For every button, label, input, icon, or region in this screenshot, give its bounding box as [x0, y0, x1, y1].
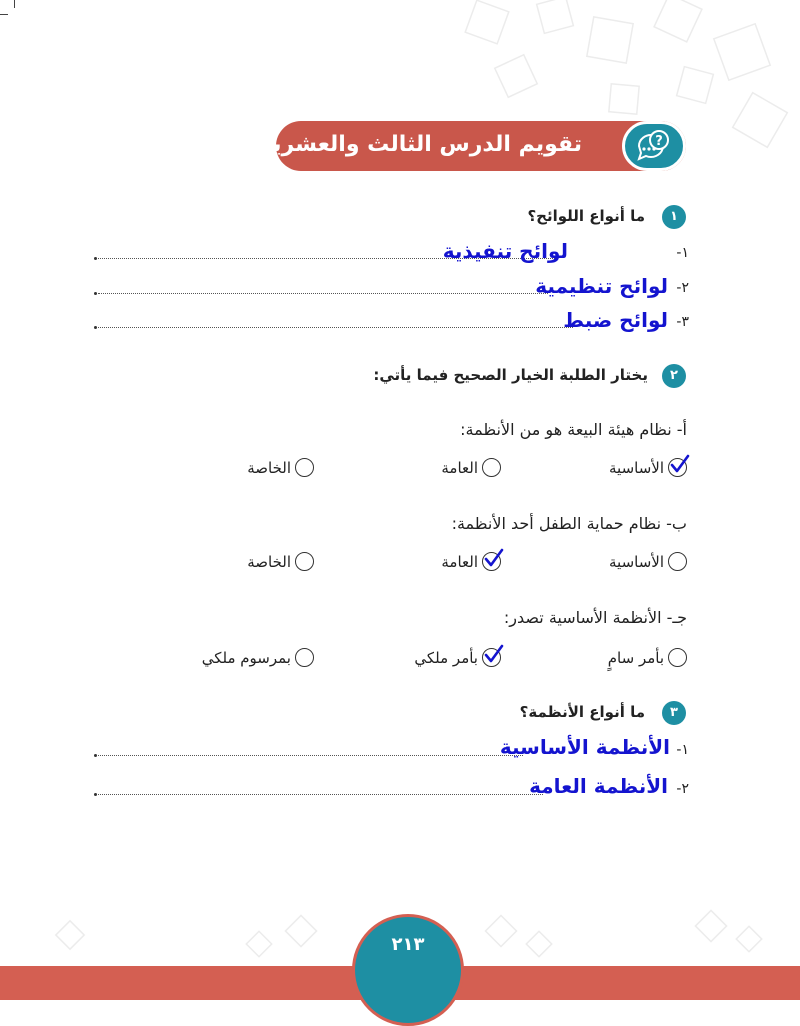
- q2-item-b-question: ب- نظام حماية الطفل أحد الأنظمة:: [451, 514, 687, 533]
- question-2-text: يختار الطلبة الخيار الصحيح فيما يأتي:: [373, 366, 648, 384]
- radio-circle[interactable]: [295, 648, 314, 667]
- q1-answer-1-number: ١-: [676, 245, 689, 261]
- radio-circle[interactable]: [482, 458, 501, 477]
- question-1-badge: ١: [662, 205, 686, 229]
- q1-answer-1[interactable]: لوائح تنفيذية: [442, 239, 568, 263]
- answer-line: [98, 327, 573, 328]
- option-label: الأساسية: [609, 458, 664, 477]
- option-label: الخاصة: [247, 458, 291, 477]
- check-icon: [481, 643, 505, 667]
- answer-line: [98, 755, 523, 756]
- q3-answer-1[interactable]: الأنظمة الأساسية: [499, 735, 670, 759]
- line-end-dot: [94, 754, 97, 757]
- option-label: بأمر ملكي: [414, 648, 478, 667]
- question-3-text: ما أنواع الأنظمة؟: [519, 703, 645, 721]
- line-end-dot: [94, 292, 97, 295]
- option-label: العامة: [441, 458, 478, 477]
- svg-text:?: ?: [655, 134, 663, 149]
- q1-answer-3-number: ٣-: [676, 314, 689, 330]
- question-chat-icon: [631, 126, 675, 166]
- line-end-dot: [94, 793, 97, 796]
- lesson-title: تقويم الدرس الثالث والعشرين: [253, 132, 582, 157]
- q2-a-option-3[interactable]: [247, 458, 314, 477]
- page-number-badge: [352, 914, 464, 1026]
- q2-b-option-2[interactable]: [441, 552, 501, 571]
- q2-c-option-1[interactable]: [608, 648, 687, 667]
- q1-answer-2-number: ٢-: [676, 280, 689, 296]
- q2-b-option-3[interactable]: [247, 552, 314, 571]
- radio-circle-checked[interactable]: [482, 552, 501, 571]
- q2-item-c-question: جـ- الأنظمة الأساسية تصدر:: [503, 608, 687, 627]
- crop-mark: [0, 14, 8, 15]
- option-label: الأساسية: [609, 552, 664, 571]
- q2-c-option-3[interactable]: [202, 648, 314, 667]
- line-end-dot: [94, 257, 97, 260]
- line-end-dot: [94, 326, 97, 329]
- q3-answer-2[interactable]: الأنظمة العامة: [529, 774, 668, 798]
- q1-answer-3[interactable]: لوائح ضبط: [563, 308, 668, 332]
- question-2-badge: ٢: [662, 364, 686, 388]
- q2-item-a-question: أ- نظام هيئة البيعة هو من الأنظمة:: [460, 420, 687, 439]
- q2-a-option-2[interactable]: [441, 458, 501, 477]
- radio-circle[interactable]: [295, 552, 314, 571]
- radio-circle[interactable]: [668, 552, 687, 571]
- q1-answer-2[interactable]: لوائح تنظيمية: [535, 274, 668, 298]
- answer-line: [98, 293, 548, 294]
- option-label: بمرسوم ملكي: [201, 648, 291, 667]
- q2-c-option-2[interactable]: [414, 648, 501, 667]
- q3-answer-1-number: ١-: [676, 742, 689, 758]
- answer-line: [98, 794, 543, 795]
- q2-b-option-1[interactable]: [609, 552, 687, 571]
- radio-circle[interactable]: [668, 648, 687, 667]
- q2-a-option-1[interactable]: [609, 458, 687, 477]
- q3-answer-2-number: ٢-: [676, 781, 689, 797]
- option-label: العامة: [441, 552, 478, 571]
- question-3-badge: ٣: [662, 701, 686, 725]
- option-label: بأمر سامٍ: [607, 648, 664, 667]
- question-1-text: ما أنواع اللوائح؟: [527, 207, 645, 225]
- check-icon: [667, 453, 691, 477]
- check-icon: [481, 547, 505, 571]
- radio-circle-checked[interactable]: [668, 458, 687, 477]
- radio-circle[interactable]: [295, 458, 314, 477]
- radio-circle-checked[interactable]: [482, 648, 501, 667]
- option-label: الخاصة: [247, 552, 291, 571]
- page-number: ٢١٣: [391, 934, 425, 955]
- crop-mark: [14, 0, 15, 8]
